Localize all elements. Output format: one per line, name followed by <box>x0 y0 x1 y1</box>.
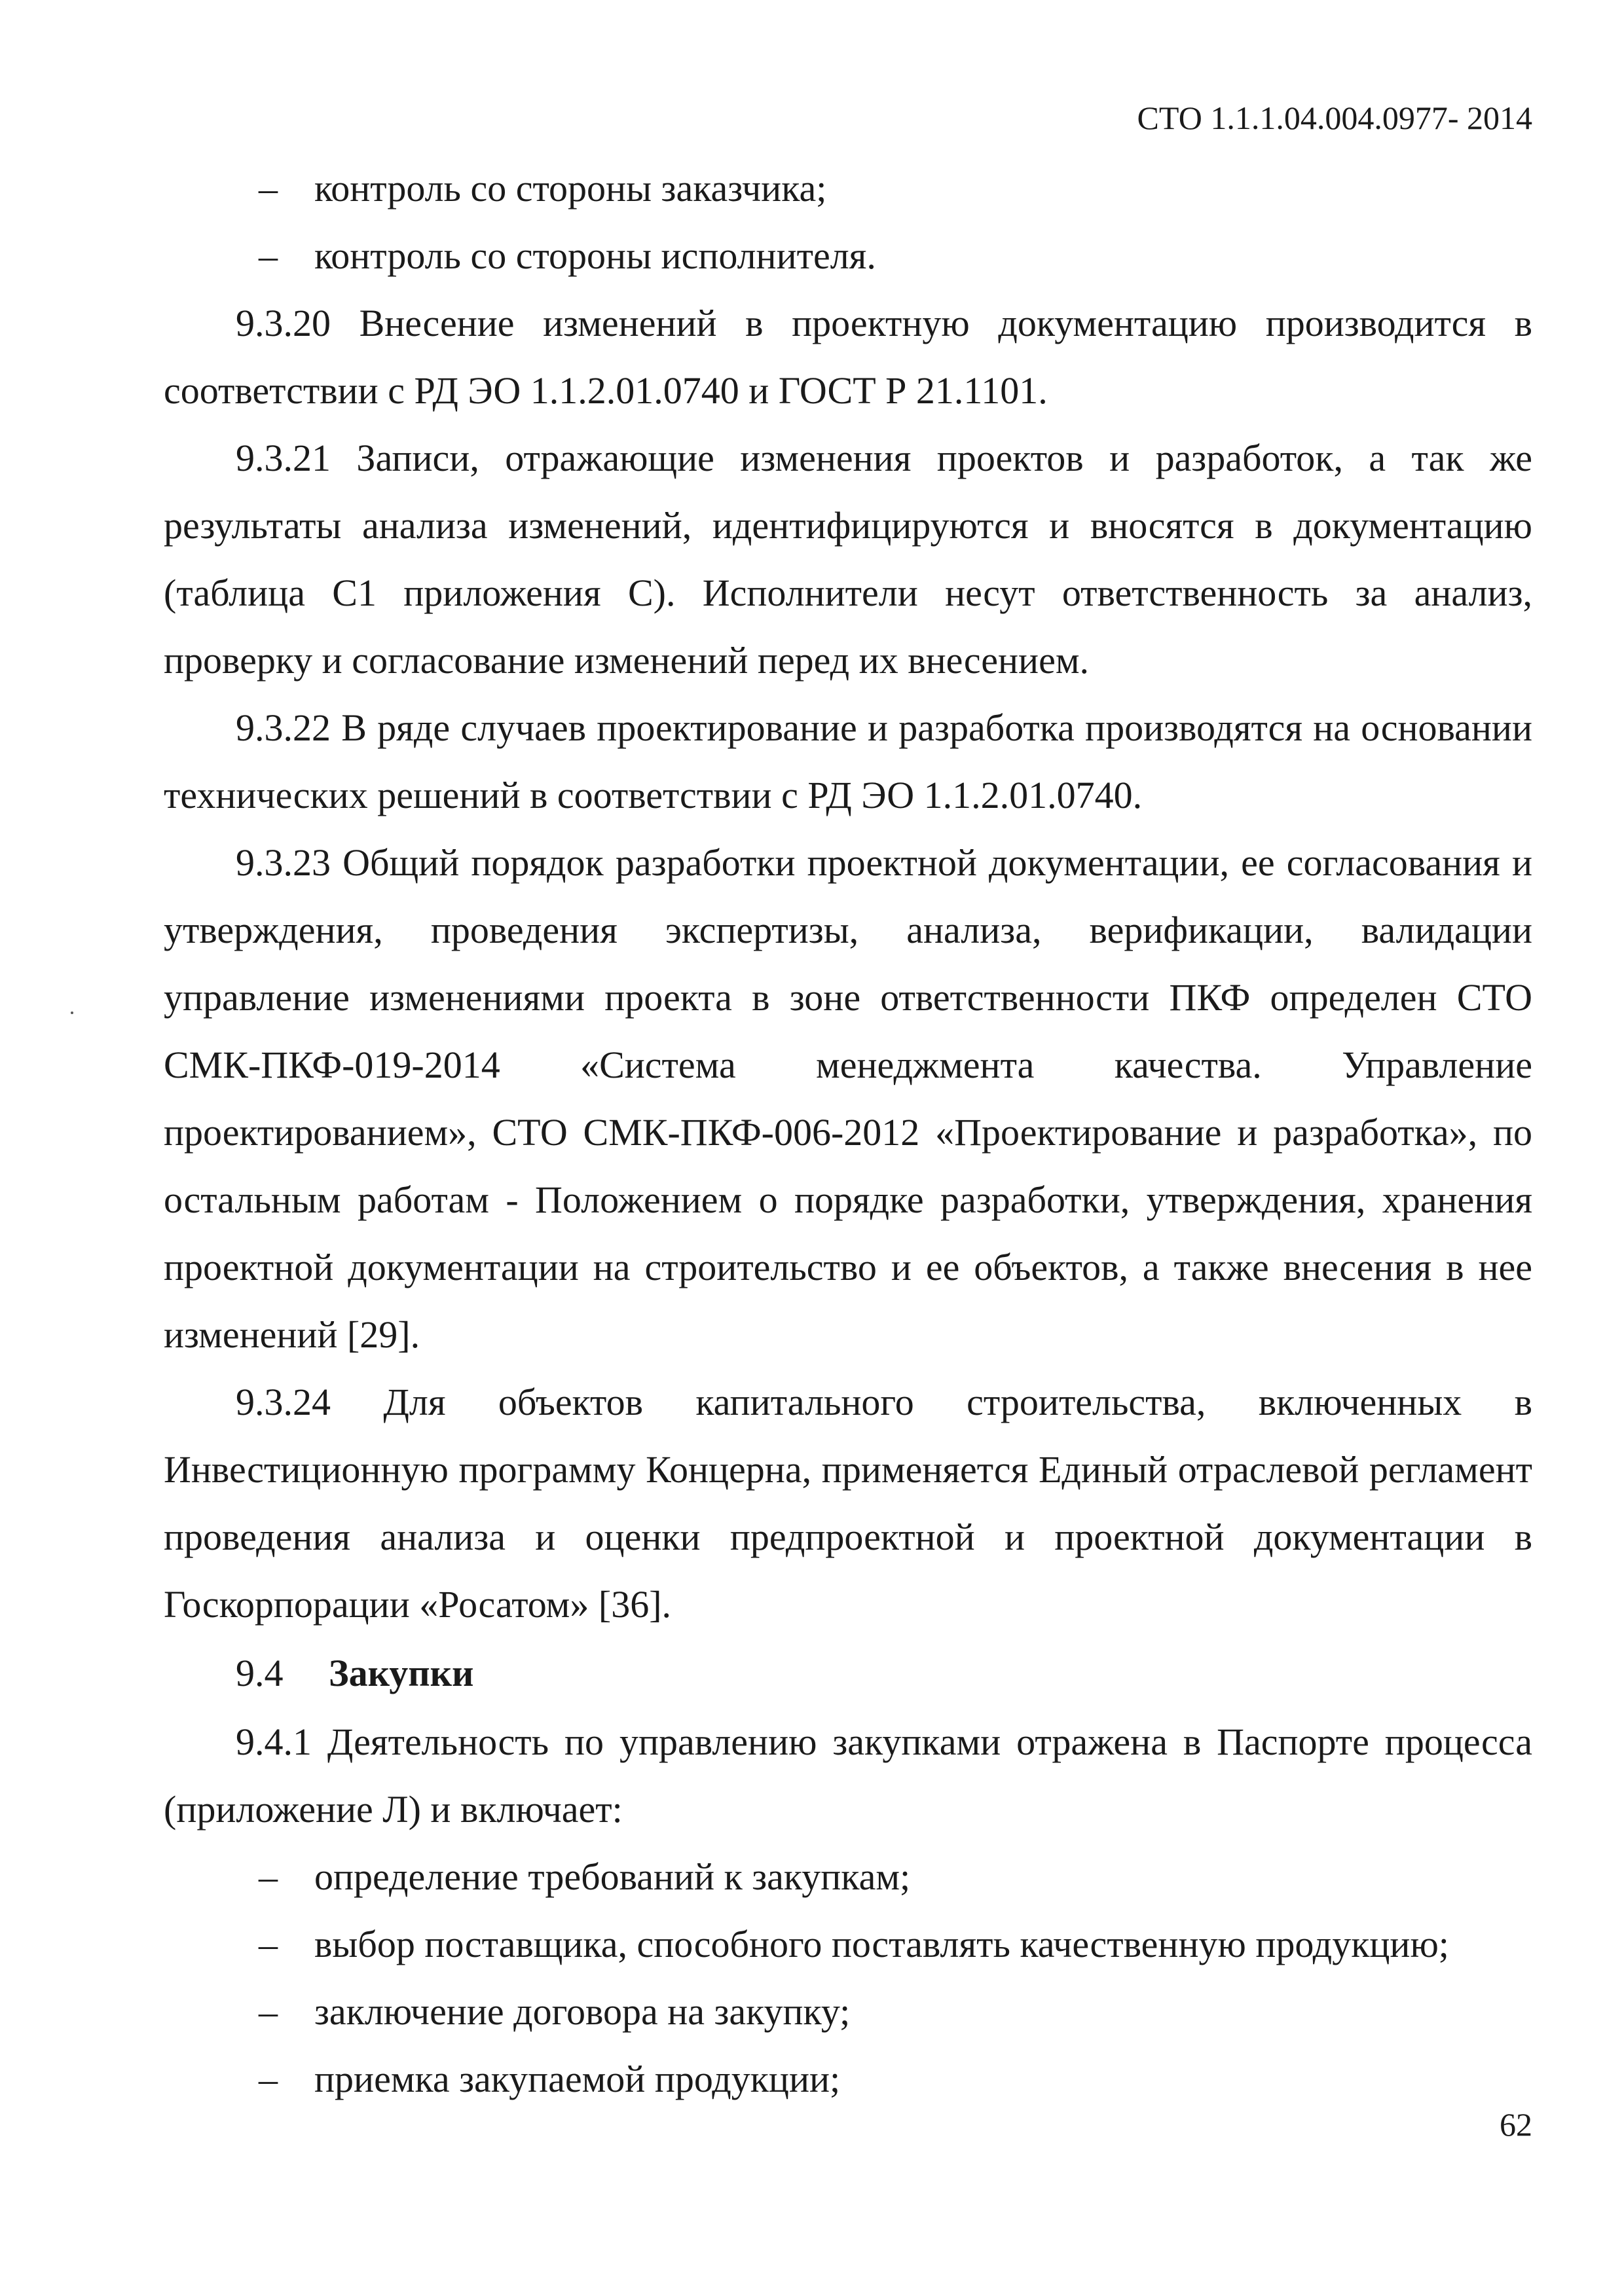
list-item <box>164 1910 1532 1978</box>
list-item-text: определение требований к закупкам; <box>314 1855 911 1898</box>
page-number: 62 <box>1500 2106 1532 2143</box>
dash-bullet: – <box>259 1990 278 2033</box>
list-item <box>164 2045 1532 2113</box>
list-item-text: заключение договора на закупку; <box>314 1990 851 2033</box>
dash-bullet: – <box>259 2058 278 2100</box>
margin-dot-mark <box>71 1011 73 1014</box>
list-item <box>164 1843 1532 1910</box>
paragraph-9-3-20: 9.3.20 Внесение изменений в проектную документацию производится в соответствии с РД ЭО 1.1.2.01.0740 и ГОСТ Р 21.1101. <box>164 302 1532 412</box>
list-item-text: контроль со стороны заказчика; <box>314 167 827 210</box>
paragraph-9-3-24: 9.3.24 Для объектов капитального строительства, включенных в Инвестиционную программу Концерна, применяется Единый отраслевой регламент проведения анализа и оценки предпроектной и проектной документации в Госкорпорации «Росатом» [36]. <box>164 1381 1532 1626</box>
dash-bullet: – <box>259 1855 278 1898</box>
dash-bullet: – <box>259 234 278 277</box>
paragraph-9-3-23: 9.3.23 Общий порядок разработки проектной документации, ее согласования и утверждения, проведения экспертизы, анализа, верификации, валидации управление изменениями проекта в зоне ответственности ПКФ определен СТО СМК-ПКФ-019-2014 «Система менеджмента качества. Управление проектированием», СТО СМК-ПКФ-006-2012 «Проектирование и разработка», по остальным работам - Положением о порядке разработки, утверждения, хранения проектной документации на строительство и ее объектов, а также внесения в нее изменений [29]. <box>164 841 1532 1356</box>
section-number: 9.4 <box>236 1652 284 1694</box>
list-item-text: приемка закупаемой продукции; <box>314 2058 841 2100</box>
list-item <box>164 1978 1532 2045</box>
document-code: СТО 1.1.1.04.004.0977- 2014 <box>1137 100 1532 136</box>
dash-bullet: – <box>259 167 278 210</box>
document-body <box>164 155 1532 2113</box>
section-heading-9-4 <box>164 1639 1532 1707</box>
paragraph-9-3-22: 9.3.22 В ряде случаев проектирование и разработка производятся на основании технических решений в соответствии с РД ЭО 1.1.2.01.0740. <box>164 706 1532 816</box>
section-title: Закупки <box>329 1652 474 1694</box>
dash-bullet: – <box>259 1923 278 1965</box>
paragraph-9-4-1: 9.4.1 Деятельность по управлению закупками отражена в Паспорте процесса (приложение Л) и включает: <box>164 1721 1532 1831</box>
list-item <box>164 222 1532 289</box>
paragraph-9-3-21: 9.3.21 Записи, отражающие изменения проектов и разработок, а так же результаты анализа изменений, идентифицируются и вносятся в документацию (таблица С1 приложения С). Исполнители несут ответственность за анализ, проверку и согласование изменений перед их внесением. <box>164 437 1532 682</box>
list-item-text: выбор поставщика, способного поставлять качественную продукцию; <box>314 1923 1449 1965</box>
list-item <box>164 155 1532 222</box>
list-item-text: контроль со стороны исполнителя. <box>314 234 876 277</box>
